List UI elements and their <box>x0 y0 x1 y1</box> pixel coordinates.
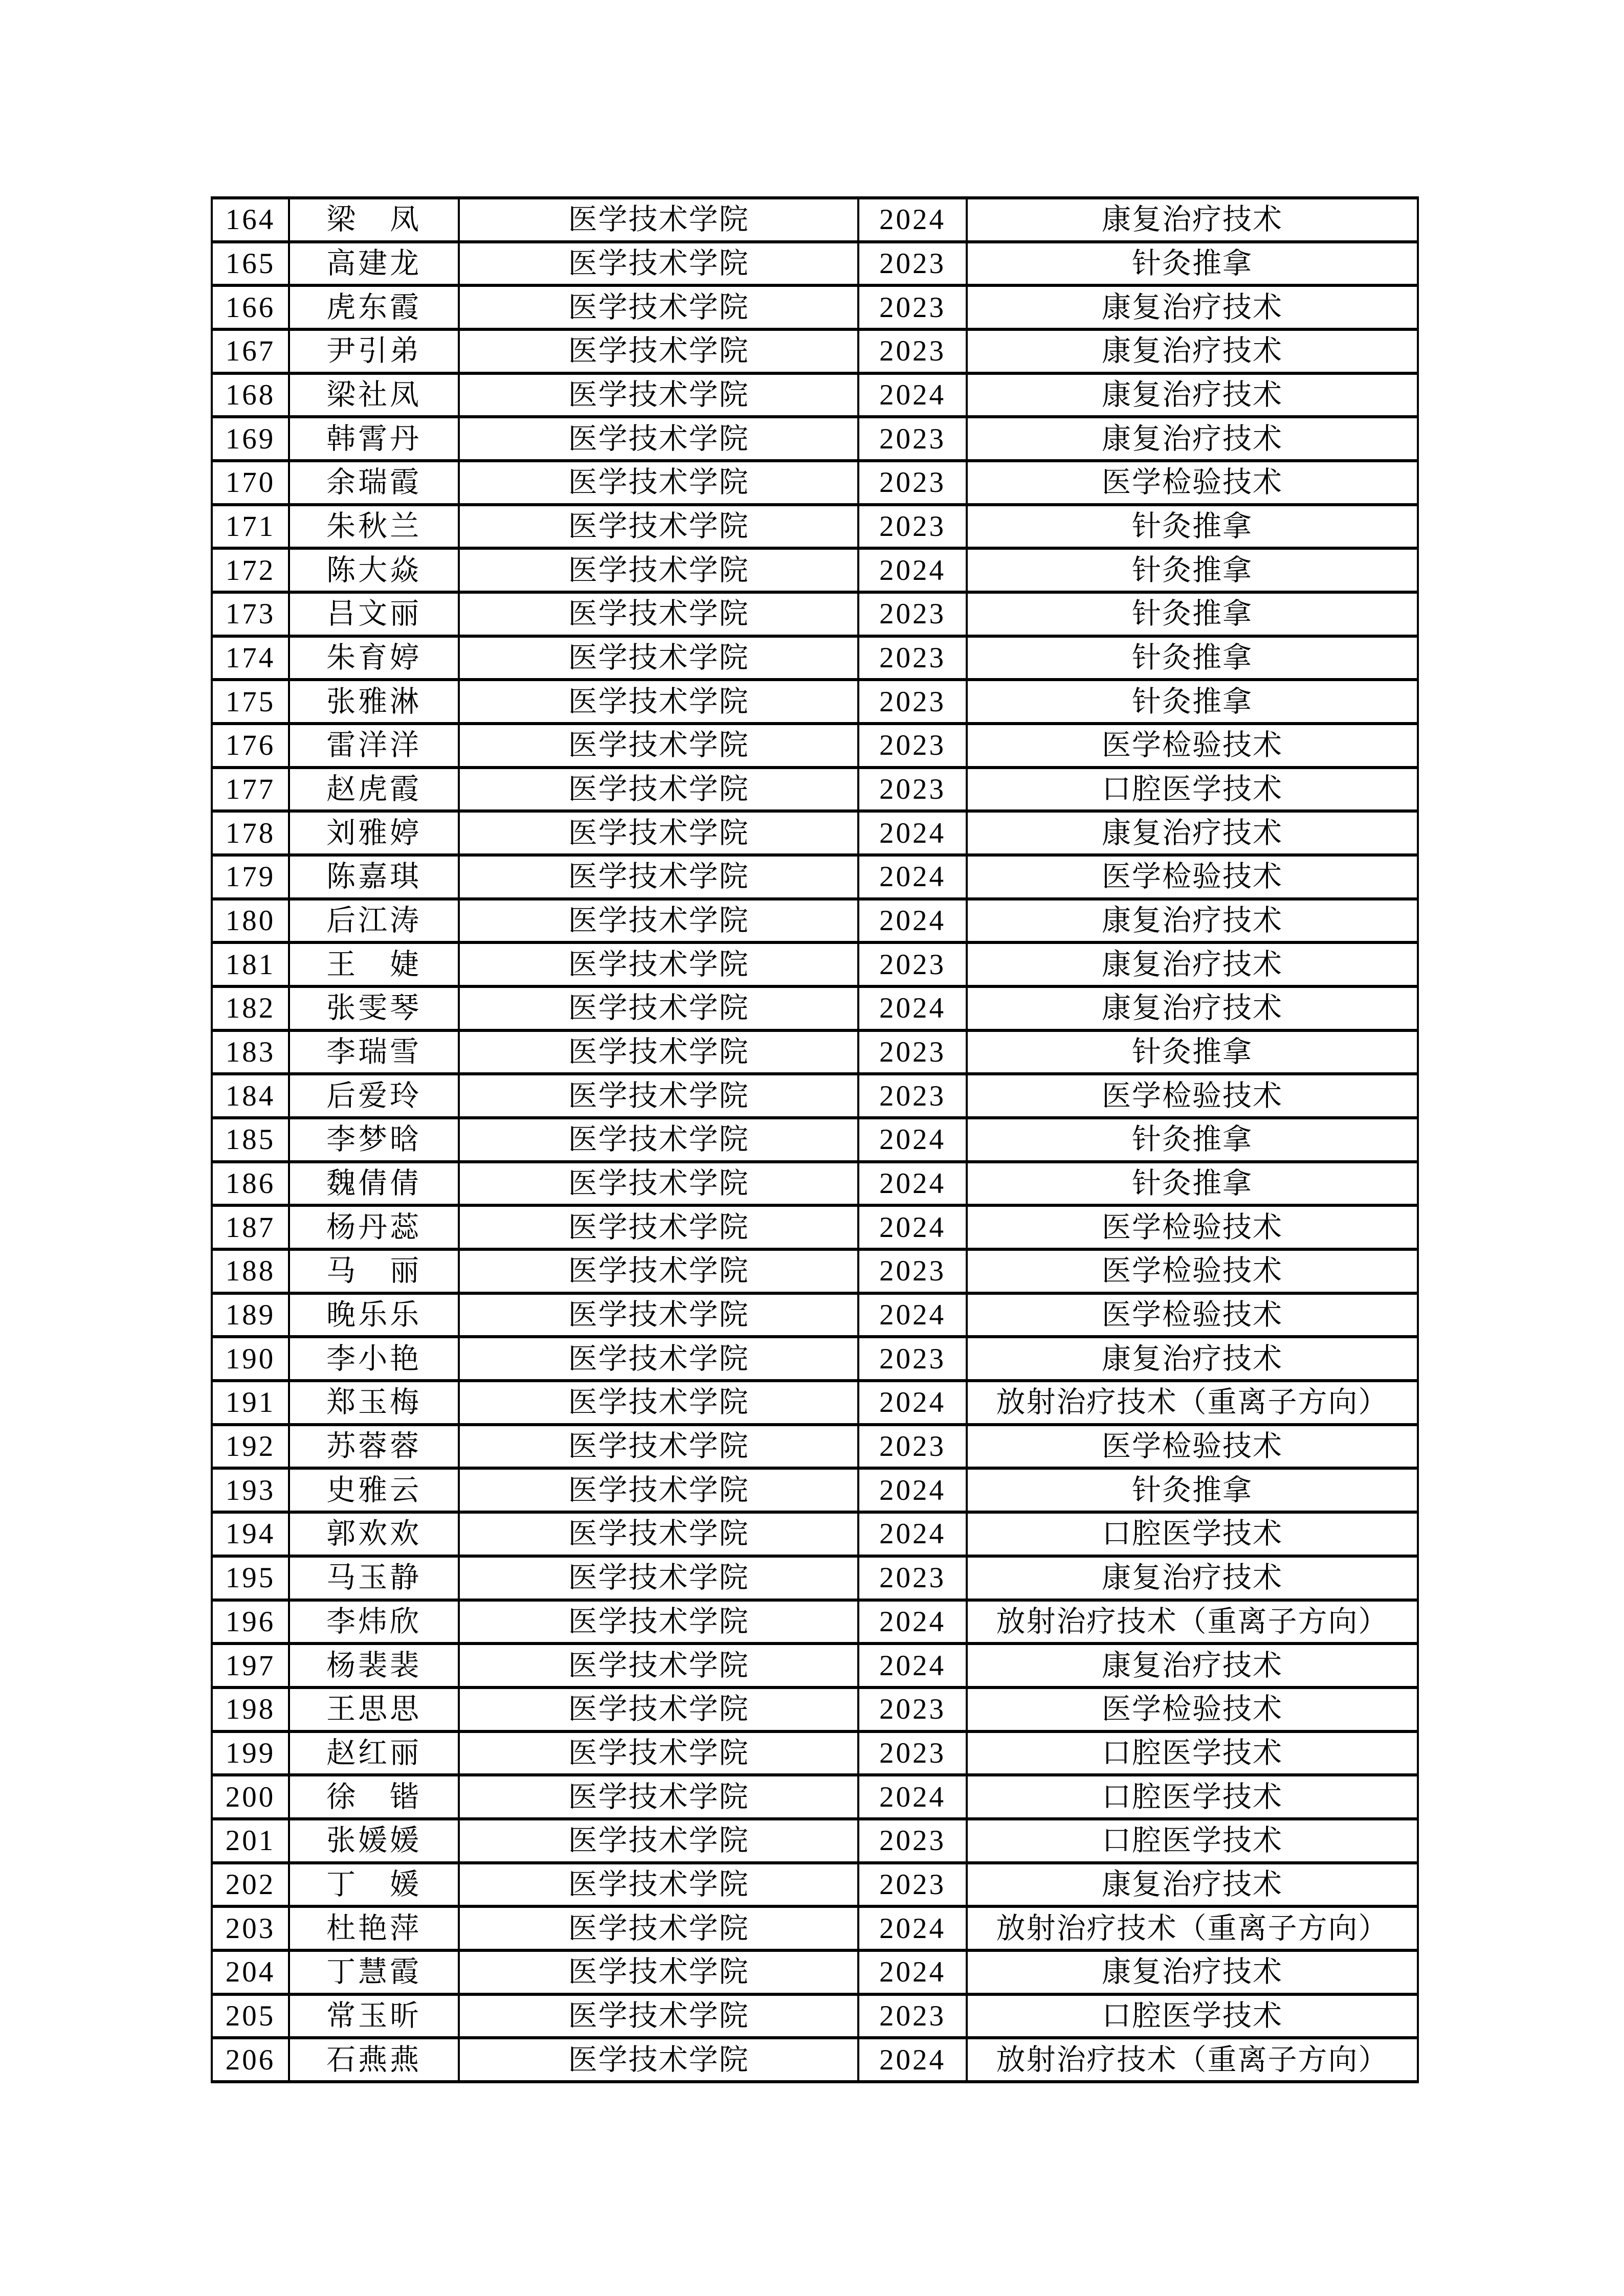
row-number-cell: 165 <box>212 242 289 286</box>
table-row <box>212 2038 1418 2082</box>
student-name-cell: 常玉昕 <box>289 1994 459 2038</box>
row-number-cell: 175 <box>212 680 289 724</box>
year-cell: 2023 <box>858 417 967 461</box>
college-cell: 医学技术学院 <box>459 461 858 505</box>
student-name-cell: 尹引弟 <box>289 329 459 373</box>
college-cell: 医学技术学院 <box>459 1205 858 1249</box>
row-number-cell: 176 <box>212 724 289 768</box>
student-name-cell: 李小艳 <box>289 1337 459 1381</box>
year-cell: 2024 <box>858 373 967 417</box>
student-name-cell: 吕文丽 <box>289 592 459 636</box>
roster-table-body <box>212 198 1418 2082</box>
college-cell: 医学技术学院 <box>459 1030 858 1074</box>
major-cell: 医学检验技术 <box>967 724 1418 768</box>
table-row <box>212 461 1418 505</box>
major-cell: 针灸推拿 <box>967 680 1418 724</box>
table-row <box>212 1468 1418 1512</box>
college-cell: 医学技术学院 <box>459 1950 858 1994</box>
student-name-cell: 魏倩倩 <box>289 1162 459 1206</box>
table-row <box>212 1162 1418 1206</box>
year-cell: 2023 <box>858 724 967 768</box>
year-cell: 2024 <box>858 811 967 855</box>
year-cell: 2024 <box>858 1381 967 1425</box>
year-cell: 2023 <box>858 592 967 636</box>
major-cell: 口腔医学技术 <box>967 1512 1418 1556</box>
college-cell: 医学技术学院 <box>459 1863 858 1907</box>
year-cell: 2024 <box>858 1293 967 1337</box>
major-cell: 康复治疗技术 <box>967 329 1418 373</box>
college-cell: 医学技术学院 <box>459 1468 858 1512</box>
year-cell: 2023 <box>858 1425 967 1469</box>
student-name-cell: 余瑞霞 <box>289 461 459 505</box>
table-row <box>212 1863 1418 1907</box>
college-cell: 医学技术学院 <box>459 942 858 986</box>
year-cell: 2023 <box>858 1030 967 1074</box>
major-cell: 针灸推拿 <box>967 548 1418 592</box>
student-name-cell: 陈大焱 <box>289 548 459 592</box>
table-row <box>212 373 1418 417</box>
row-number-cell: 164 <box>212 198 289 242</box>
student-name-cell: 朱育婷 <box>289 636 459 680</box>
row-number-cell: 179 <box>212 855 289 899</box>
college-cell: 医学技术学院 <box>459 592 858 636</box>
major-cell: 放射治疗技术（重离子方向） <box>967 1381 1418 1425</box>
year-cell: 2024 <box>858 1775 967 1819</box>
major-cell: 口腔医学技术 <box>967 1775 1418 1819</box>
table-row <box>212 680 1418 724</box>
college-cell: 医学技术学院 <box>459 811 858 855</box>
table-row <box>212 1293 1418 1337</box>
year-cell: 2023 <box>858 285 967 329</box>
major-cell: 医学检验技术 <box>967 855 1418 899</box>
year-cell: 2024 <box>858 986 967 1030</box>
major-cell: 针灸推拿 <box>967 242 1418 286</box>
year-cell: 2023 <box>858 329 967 373</box>
student-name-cell: 李瑞雪 <box>289 1030 459 1074</box>
row-number-cell: 184 <box>212 1074 289 1118</box>
row-number-cell: 195 <box>212 1556 289 1600</box>
college-cell: 医学技术学院 <box>459 329 858 373</box>
table-row <box>212 1205 1418 1249</box>
student-name-cell: 石燕燕 <box>289 2038 459 2082</box>
student-name-cell: 后江涛 <box>289 899 459 943</box>
student-name-cell: 王 婕 <box>289 942 459 986</box>
college-cell: 医学技术学院 <box>459 636 858 680</box>
major-cell: 医学检验技术 <box>967 1687 1418 1731</box>
row-number-cell: 180 <box>212 899 289 943</box>
major-cell: 医学检验技术 <box>967 1425 1418 1469</box>
table-row <box>212 1118 1418 1162</box>
college-cell: 医学技术学院 <box>459 768 858 812</box>
student-name-cell: 李炜欣 <box>289 1600 459 1644</box>
student-name-cell: 徐 锴 <box>289 1775 459 1819</box>
college-cell: 医学技术学院 <box>459 1337 858 1381</box>
college-cell: 医学技术学院 <box>459 1162 858 1206</box>
row-number-cell: 188 <box>212 1249 289 1293</box>
year-cell: 2023 <box>858 942 967 986</box>
table-row <box>212 1381 1418 1425</box>
row-number-cell: 178 <box>212 811 289 855</box>
row-number-cell: 189 <box>212 1293 289 1337</box>
row-number-cell: 192 <box>212 1425 289 1469</box>
year-cell: 2023 <box>858 1731 967 1775</box>
row-number-cell: 183 <box>212 1030 289 1074</box>
student-name-cell: 赵红丽 <box>289 1731 459 1775</box>
college-cell: 医学技术学院 <box>459 1556 858 1600</box>
table-row <box>212 942 1418 986</box>
row-number-cell: 205 <box>212 1994 289 2038</box>
year-cell: 2023 <box>858 1337 967 1381</box>
table-row <box>212 899 1418 943</box>
student-name-cell: 丁 媛 <box>289 1863 459 1907</box>
year-cell: 2023 <box>858 242 967 286</box>
major-cell: 针灸推拿 <box>967 505 1418 549</box>
table-row <box>212 505 1418 549</box>
table-row <box>212 811 1418 855</box>
college-cell: 医学技术学院 <box>459 1381 858 1425</box>
student-name-cell: 晚乐乐 <box>289 1293 459 1337</box>
year-cell: 2024 <box>858 1600 967 1644</box>
table-row <box>212 1775 1418 1819</box>
student-name-cell: 马 丽 <box>289 1249 459 1293</box>
row-number-cell: 174 <box>212 636 289 680</box>
major-cell: 放射治疗技术（重离子方向） <box>967 2038 1418 2082</box>
year-cell: 2024 <box>858 198 967 242</box>
year-cell: 2023 <box>858 768 967 812</box>
student-name-cell: 丁慧霞 <box>289 1950 459 1994</box>
table-row <box>212 1030 1418 1074</box>
year-cell: 2023 <box>858 1249 967 1293</box>
table-row <box>212 548 1418 592</box>
student-name-cell: 梁 凤 <box>289 198 459 242</box>
college-cell: 医学技术学院 <box>459 680 858 724</box>
table-row <box>212 1337 1418 1381</box>
table-row <box>212 768 1418 812</box>
student-name-cell: 后爱玲 <box>289 1074 459 1118</box>
row-number-cell: 199 <box>212 1731 289 1775</box>
major-cell: 康复治疗技术 <box>967 811 1418 855</box>
college-cell: 医学技术学院 <box>459 1293 858 1337</box>
year-cell: 2024 <box>858 1162 967 1206</box>
college-cell: 医学技术学院 <box>459 417 858 461</box>
year-cell: 2023 <box>858 1819 967 1863</box>
college-cell: 医学技术学院 <box>459 1512 858 1556</box>
major-cell: 针灸推拿 <box>967 1162 1418 1206</box>
table-row <box>212 592 1418 636</box>
row-number-cell: 191 <box>212 1381 289 1425</box>
student-name-cell: 史雅云 <box>289 1468 459 1512</box>
student-name-cell: 苏蓉蓉 <box>289 1425 459 1469</box>
major-cell: 医学检验技术 <box>967 1205 1418 1249</box>
row-number-cell: 186 <box>212 1162 289 1206</box>
table-row <box>212 1074 1418 1118</box>
major-cell: 康复治疗技术 <box>967 417 1418 461</box>
major-cell: 康复治疗技术 <box>967 899 1418 943</box>
year-cell: 2024 <box>858 2038 967 2082</box>
row-number-cell: 198 <box>212 1687 289 1731</box>
row-number-cell: 181 <box>212 942 289 986</box>
table-row <box>212 1644 1418 1687</box>
student-name-cell: 刘雅婷 <box>289 811 459 855</box>
row-number-cell: 190 <box>212 1337 289 1381</box>
year-cell: 2023 <box>858 1556 967 1600</box>
year-cell: 2023 <box>858 1994 967 2038</box>
table-row <box>212 1950 1418 1994</box>
year-cell: 2024 <box>858 899 967 943</box>
table-row <box>212 1249 1418 1293</box>
row-number-cell: 172 <box>212 548 289 592</box>
major-cell: 针灸推拿 <box>967 592 1418 636</box>
table-row <box>212 1731 1418 1775</box>
student-name-cell: 虎东霞 <box>289 285 459 329</box>
year-cell: 2023 <box>858 1074 967 1118</box>
year-cell: 2024 <box>858 1118 967 1162</box>
college-cell: 医学技术学院 <box>459 1425 858 1469</box>
student-name-cell: 郭欢欢 <box>289 1512 459 1556</box>
major-cell: 口腔医学技术 <box>967 1994 1418 2038</box>
row-number-cell: 197 <box>212 1644 289 1687</box>
row-number-cell: 202 <box>212 1863 289 1907</box>
table-row <box>212 724 1418 768</box>
major-cell: 针灸推拿 <box>967 636 1418 680</box>
table-row <box>212 417 1418 461</box>
student-name-cell: 马玉静 <box>289 1556 459 1600</box>
major-cell: 康复治疗技术 <box>967 1863 1418 1907</box>
college-cell: 医学技术学院 <box>459 2038 858 2082</box>
college-cell: 医学技术学院 <box>459 505 858 549</box>
table-row <box>212 855 1418 899</box>
table-row <box>212 198 1418 242</box>
row-number-cell: 187 <box>212 1205 289 1249</box>
major-cell: 医学检验技术 <box>967 1074 1418 1118</box>
major-cell: 康复治疗技术 <box>967 373 1418 417</box>
student-name-cell: 朱秋兰 <box>289 505 459 549</box>
major-cell: 医学检验技术 <box>967 461 1418 505</box>
roster-table <box>211 196 1419 2083</box>
college-cell: 医学技术学院 <box>459 1600 858 1644</box>
college-cell: 医学技术学院 <box>459 1687 858 1731</box>
college-cell: 医学技术学院 <box>459 373 858 417</box>
table-row <box>212 1994 1418 2038</box>
major-cell: 康复治疗技术 <box>967 1337 1418 1381</box>
college-cell: 医学技术学院 <box>459 1074 858 1118</box>
major-cell: 康复治疗技术 <box>967 198 1418 242</box>
table-row <box>212 285 1418 329</box>
year-cell: 2024 <box>858 1906 967 1950</box>
college-cell: 医学技术学院 <box>459 855 858 899</box>
student-name-cell: 张雯琴 <box>289 986 459 1030</box>
row-number-cell: 200 <box>212 1775 289 1819</box>
college-cell: 医学技术学院 <box>459 1118 858 1162</box>
year-cell: 2023 <box>858 1687 967 1731</box>
row-number-cell: 168 <box>212 373 289 417</box>
college-cell: 医学技术学院 <box>459 986 858 1030</box>
college-cell: 医学技术学院 <box>459 1819 858 1863</box>
major-cell: 康复治疗技术 <box>967 986 1418 1030</box>
college-cell: 医学技术学院 <box>459 1775 858 1819</box>
row-number-cell: 201 <box>212 1819 289 1863</box>
student-name-cell: 高建龙 <box>289 242 459 286</box>
major-cell: 康复治疗技术 <box>967 942 1418 986</box>
row-number-cell: 185 <box>212 1118 289 1162</box>
year-cell: 2023 <box>858 680 967 724</box>
student-name-cell: 雷洋洋 <box>289 724 459 768</box>
college-cell: 医学技术学院 <box>459 198 858 242</box>
row-number-cell: 166 <box>212 285 289 329</box>
college-cell: 医学技术学院 <box>459 724 858 768</box>
year-cell: 2024 <box>858 1950 967 1994</box>
year-cell: 2024 <box>858 1205 967 1249</box>
row-number-cell: 170 <box>212 461 289 505</box>
student-name-cell: 王思思 <box>289 1687 459 1731</box>
major-cell: 康复治疗技术 <box>967 1556 1418 1600</box>
major-cell: 医学检验技术 <box>967 1249 1418 1293</box>
row-number-cell: 193 <box>212 1468 289 1512</box>
college-cell: 医学技术学院 <box>459 1731 858 1775</box>
row-number-cell: 182 <box>212 986 289 1030</box>
year-cell: 2024 <box>858 548 967 592</box>
major-cell: 口腔医学技术 <box>967 1819 1418 1863</box>
major-cell: 放射治疗技术（重离子方向） <box>967 1600 1418 1644</box>
student-name-cell: 陈嘉琪 <box>289 855 459 899</box>
major-cell: 针灸推拿 <box>967 1118 1418 1162</box>
table-row <box>212 242 1418 286</box>
table-row <box>212 1819 1418 1863</box>
college-cell: 医学技术学院 <box>459 1994 858 2038</box>
major-cell: 口腔医学技术 <box>967 768 1418 812</box>
student-name-cell: 梁社凤 <box>289 373 459 417</box>
year-cell: 2024 <box>858 1512 967 1556</box>
table-row <box>212 1687 1418 1731</box>
college-cell: 医学技术学院 <box>459 1906 858 1950</box>
row-number-cell: 167 <box>212 329 289 373</box>
major-cell: 放射治疗技术（重离子方向） <box>967 1906 1418 1950</box>
year-cell: 2024 <box>858 1468 967 1512</box>
row-number-cell: 194 <box>212 1512 289 1556</box>
major-cell: 康复治疗技术 <box>967 1950 1418 1994</box>
year-cell: 2023 <box>858 636 967 680</box>
table-row <box>212 1512 1418 1556</box>
table-row <box>212 1600 1418 1644</box>
year-cell: 2023 <box>858 505 967 549</box>
student-name-cell: 赵虎霞 <box>289 768 459 812</box>
student-name-cell: 郑玉梅 <box>289 1381 459 1425</box>
college-cell: 医学技术学院 <box>459 285 858 329</box>
student-name-cell: 杨丹蕊 <box>289 1205 459 1249</box>
row-number-cell: 169 <box>212 417 289 461</box>
row-number-cell: 196 <box>212 1600 289 1644</box>
table-row <box>212 1425 1418 1469</box>
student-name-cell: 韩霄丹 <box>289 417 459 461</box>
year-cell: 2024 <box>858 1644 967 1687</box>
major-cell: 康复治疗技术 <box>967 1644 1418 1687</box>
major-cell: 针灸推拿 <box>967 1030 1418 1074</box>
college-cell: 医学技术学院 <box>459 242 858 286</box>
row-number-cell: 173 <box>212 592 289 636</box>
college-cell: 医学技术学院 <box>459 899 858 943</box>
row-number-cell: 203 <box>212 1906 289 1950</box>
table-row <box>212 1556 1418 1600</box>
row-number-cell: 177 <box>212 768 289 812</box>
student-name-cell: 张媛媛 <box>289 1819 459 1863</box>
table-row <box>212 329 1418 373</box>
student-name-cell: 杜艳萍 <box>289 1906 459 1950</box>
table-row <box>212 986 1418 1030</box>
student-name-cell: 张雅淋 <box>289 680 459 724</box>
row-number-cell: 171 <box>212 505 289 549</box>
college-cell: 医学技术学院 <box>459 1249 858 1293</box>
college-cell: 医学技术学院 <box>459 548 858 592</box>
row-number-cell: 204 <box>212 1950 289 1994</box>
student-name-cell: 李梦晗 <box>289 1118 459 1162</box>
year-cell: 2023 <box>858 461 967 505</box>
row-number-cell: 206 <box>212 2038 289 2082</box>
table-row <box>212 636 1418 680</box>
year-cell: 2024 <box>858 855 967 899</box>
major-cell: 医学检验技术 <box>967 1293 1418 1337</box>
major-cell: 康复治疗技术 <box>967 285 1418 329</box>
major-cell: 针灸推拿 <box>967 1468 1418 1512</box>
college-cell: 医学技术学院 <box>459 1644 858 1687</box>
table-row <box>212 1906 1418 1950</box>
major-cell: 口腔医学技术 <box>967 1731 1418 1775</box>
student-name-cell: 杨裴裴 <box>289 1644 459 1687</box>
year-cell: 2023 <box>858 1863 967 1907</box>
